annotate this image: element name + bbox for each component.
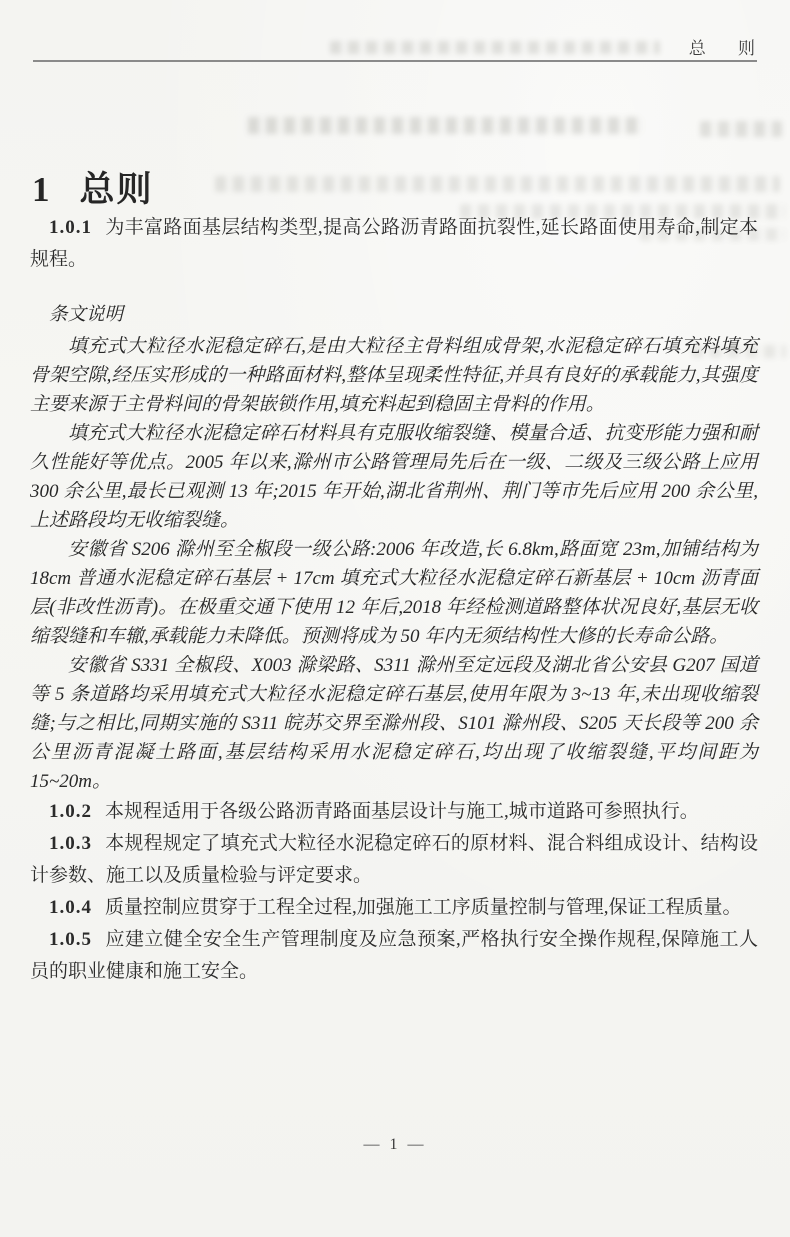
clause-1-0-4 — [30, 892, 758, 924]
clause-1-0-3 — [30, 828, 758, 892]
clause-1-0-5 — [30, 924, 758, 988]
clause-text: 应建立健全安全生产管理制度及应急预案,严格执行安全操作规程,保障施工人员的职业健康和施工安全。 — [30, 929, 758, 982]
clause-text: 本规程适用于各级公路沥青路面基层设计与施工,城市道路可参照执行。 — [105, 801, 699, 822]
commentary-paragraph: 填充式大粒径水泥稳定碎石材料具有克服收缩裂缝、模量合适、抗变形能力强和耐久性能好等优点。2005 年以来,滁州市公路管理局先后在一级、二级及三级公路上应用 300 余公里,最长已观测 13 年;2015 年开始,湖北省荆州、荆门等市先后应用 200 余公里,上述路段均无收缩裂缝。 — [30, 423, 758, 531]
chapter-heading — [32, 162, 758, 212]
clause-number: 1.0.5 — [49, 929, 92, 950]
clause-number: 1.0.3 — [49, 833, 92, 854]
clause-1-0-1 — [30, 212, 758, 276]
running-header-title: 总 则 — [688, 39, 756, 58]
commentary-paragraph: 填充式大粒径水泥稳定碎石,是由大粒径主骨料组成骨架,水泥稳定碎石填充料填充骨架空隙,经压实形成的一种路面材料,整体呈现柔性特征,并具有良好的承载能力,其强度主要来源于主骨料间的骨架嵌锁作用,填充料起到稳固主骨料的作用。 — [30, 336, 758, 415]
chapter-number: 1 — [32, 170, 52, 209]
commentary-paragraph: 安徽省 S206 滁州至全椒段一级公路:2006 年改造,长 6.8km,路面宽 23m,加铺结构为 18cm 普通水泥稳定碎石基层 + 17cm 填充式大粒径水泥稳定碎石新基层 + 10cm 沥青面层(非改性沥青)。在极重交通下使用 12 年后,2018 年经检测道路整体状况良好,基层无收缩裂缝和车辙,承载能力未降低。预测将成为 50 年内无须结构性大修的长寿命公路。 — [30, 539, 758, 647]
page-number: — 1 — — [363, 1136, 427, 1153]
commentary-label: 条文说明 — [49, 305, 124, 325]
clause-number: 1.0.4 — [49, 897, 92, 918]
clause-number: 1.0.1 — [49, 217, 92, 238]
clause-text: 本规程规定了填充式大粒径水泥稳定碎石的原材料、混合料组成设计、结构设计参数、施工以及质量检验与评定要求。 — [30, 833, 758, 886]
clause-text: 为丰富路面基层结构类型,提高公路沥青路面抗裂性,延长路面使用寿命,制定本规程。 — [30, 217, 758, 270]
commentary-paragraph: 安徽省 S331 全椒段、X003 滁梁路、S311 滁州至定远段及湖北省公安县 G207 国道等 5 条道路均采用填充式大粒径水泥稳定碎石基层,使用年限为 3~13 年,未出现收缩裂缝;与之相比,同期实施的 S311 皖苏交界至滁州段、S101 滁州段、S205 天长段等 200 余公里沥青混凝土路面,基层结构采用水泥稳定碎石,均出现了收缩裂缝,平均间距为 15~20m。 — [30, 655, 758, 792]
chapter-title: 总则 — [79, 170, 154, 209]
clause-number: 1.0.2 — [49, 801, 92, 822]
clause-1-0-2 — [30, 796, 758, 828]
clause-text: 质量控制应贯穿于工程全过程,加强施工工序质量控制与管理,保证工程质量。 — [105, 897, 742, 918]
page-body — [30, 0, 758, 988]
